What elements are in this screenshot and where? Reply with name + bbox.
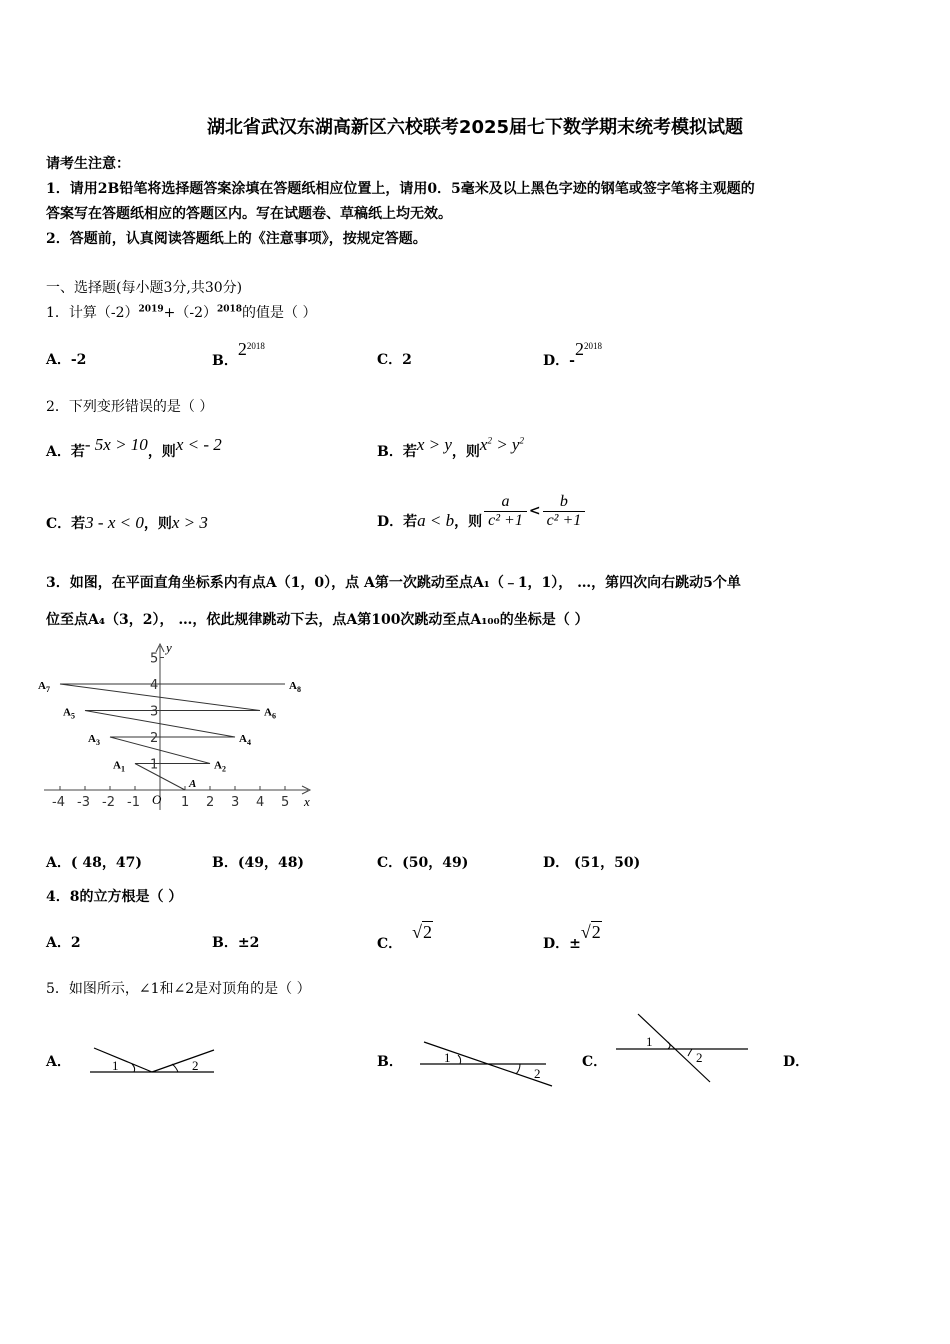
q2-option-c[interactable]: C．若3 - x < 0，则x > 3 <box>46 513 208 532</box>
x-tick-label: 1 <box>181 795 190 810</box>
y-axis-label: y <box>166 640 172 655</box>
q3-option-a[interactable]: A．( 48，47) <box>46 855 142 871</box>
q4-stem: 4．8的立方根是（ ） <box>46 889 183 905</box>
point-label-7: $A_7$ <box>38 680 50 694</box>
q2-stem: 2．下列变形错误的是（ ） <box>46 399 214 415</box>
notice-line-1b: 答案写在答题纸相应的答题区内。写在试题卷、草稿纸上均无效。 <box>46 206 452 222</box>
q5-c-angle-1: 1 <box>646 1034 653 1049</box>
q5-b-angle-2: 2 <box>534 1066 541 1081</box>
point-label-a: A <box>189 778 197 790</box>
q3-stem-line1: 3．如图，在平面直角坐标系内有点A（1，0），点 A第一次跳动至点A₁（﹣1，1）， …，第四次向右跳动5个单 <box>46 575 741 591</box>
x-tick-label: 2 <box>206 795 215 810</box>
q5-option-a-figure[interactable] <box>86 1040 218 1080</box>
x-tick-label: -2 <box>102 795 115 810</box>
q4-option-d[interactable]: D．±√2 <box>543 922 601 952</box>
y-tick-label: 2 <box>150 731 159 746</box>
point-label-8: $A_8$ <box>289 680 301 694</box>
q5-c-angle-2: 2 <box>696 1050 703 1065</box>
q4-option-c[interactable]: C．√2 <box>377 922 433 952</box>
q5-option-a-label[interactable]: A． <box>46 1054 71 1070</box>
q5-option-b-label[interactable]: B． <box>377 1054 403 1070</box>
q3-option-d[interactable]: D． (51，50) <box>543 855 641 871</box>
q3-option-c[interactable]: C．(50，49) <box>377 855 469 871</box>
q3-stem-line2: 位至点A₄（3，2）， …，依此规律跳动下去，点A第100次跳动至点A₁₀₀的坐标是（ ） <box>46 612 589 628</box>
q5-option-d-label[interactable]: D． <box>783 1054 810 1070</box>
q1-option-a[interactable]: A．-2 <box>46 352 87 368</box>
x-tick-label: -1 <box>127 795 140 810</box>
origin-label: O <box>152 792 162 807</box>
q3-coordinate-figure <box>40 638 330 818</box>
q5-option-c-figure[interactable] <box>612 1010 752 1086</box>
x-axis-label: x <box>304 794 310 809</box>
q4-option-b[interactable]: B．±2 <box>212 935 260 951</box>
q1-stem: 1．计算$(-2)^{2019}+(-2)^{2018}$的值是（ ） <box>46 304 317 321</box>
q5-stem: 5．如图所示，∠1和∠2是对顶角的是（ ） <box>46 981 311 997</box>
x-tick-label: 3 <box>231 795 240 810</box>
notice-line-1a: 1．请用2B铅笔将选择题答案涂填在答题纸相应位置上，请用0．5毫米及以上黑色字迹的钢笔或签字笔将主观题的 <box>46 181 755 197</box>
q5-a-angle-2: 2 <box>192 1058 199 1073</box>
q2-option-a[interactable]: A．若- 5x > 10，则x < - 2 <box>46 435 222 460</box>
q5-option-b-figure[interactable] <box>416 1036 556 1090</box>
x-tick-label: -3 <box>77 795 90 810</box>
y-tick-label: 3 <box>150 704 159 720</box>
x-tick-label: 5 <box>281 795 290 810</box>
point-label-5: $A_5$ <box>63 706 75 721</box>
q4-option-a[interactable]: A．2 <box>46 935 81 951</box>
q2-d-fraction-2: $\frac{b}{\text{c² +1}}$ <box>543 493 586 530</box>
point-label-4: $A_4$ <box>239 733 251 747</box>
y-tick-label: 1 <box>150 757 159 773</box>
q1-option-b[interactable]: B．$2^{2018}$ <box>212 339 265 369</box>
q5-option-c-label[interactable]: C． <box>582 1054 608 1070</box>
y-tick-label: 4 <box>150 678 159 693</box>
x-tick-label: -4 <box>52 795 65 810</box>
page-title: 湖北省武汉东湖高新区六校联考2025届七下数学期末统考模拟试题 <box>206 117 744 138</box>
q3-option-b[interactable]: B．(49，48) <box>212 855 305 871</box>
q1-option-c[interactable]: C．2 <box>377 352 412 368</box>
q2-d-fraction-1: $\frac{a}{\text{c² +1}}$ <box>484 493 527 530</box>
notice-line-2: 2．答题前，认真阅读答题纸上的《注意事项》，按规定答题。 <box>46 231 427 247</box>
q1-option-d[interactable]: D．$-2^{2018}$ <box>543 339 602 369</box>
point-label-3: $A_3$ <box>88 733 100 747</box>
point-label-2: $A_2$ <box>214 759 226 774</box>
y-tick-label: 5 <box>150 651 159 667</box>
notice-heading: 请考生注意： <box>46 156 130 172</box>
q5-b-angle-1: 1 <box>444 1050 451 1065</box>
q2-option-b[interactable]: B．若x > y，则$x^2 > y^2$ <box>377 435 524 460</box>
q2-option-d[interactable]: D．若 a < b ，则 $\frac{a}{\text{c² +1}}$ < $\frac{b}{\text{c² +1}}$ <box>377 489 587 533</box>
point-label-1: $A_1$ <box>113 759 125 774</box>
q5-a-angle-1: 1 <box>112 1058 119 1073</box>
x-tick-label: 4 <box>256 795 265 810</box>
point-label-6: $A_6$ <box>264 706 276 721</box>
section-heading: 一、选择题(每小题3分,共30分) <box>46 280 243 296</box>
